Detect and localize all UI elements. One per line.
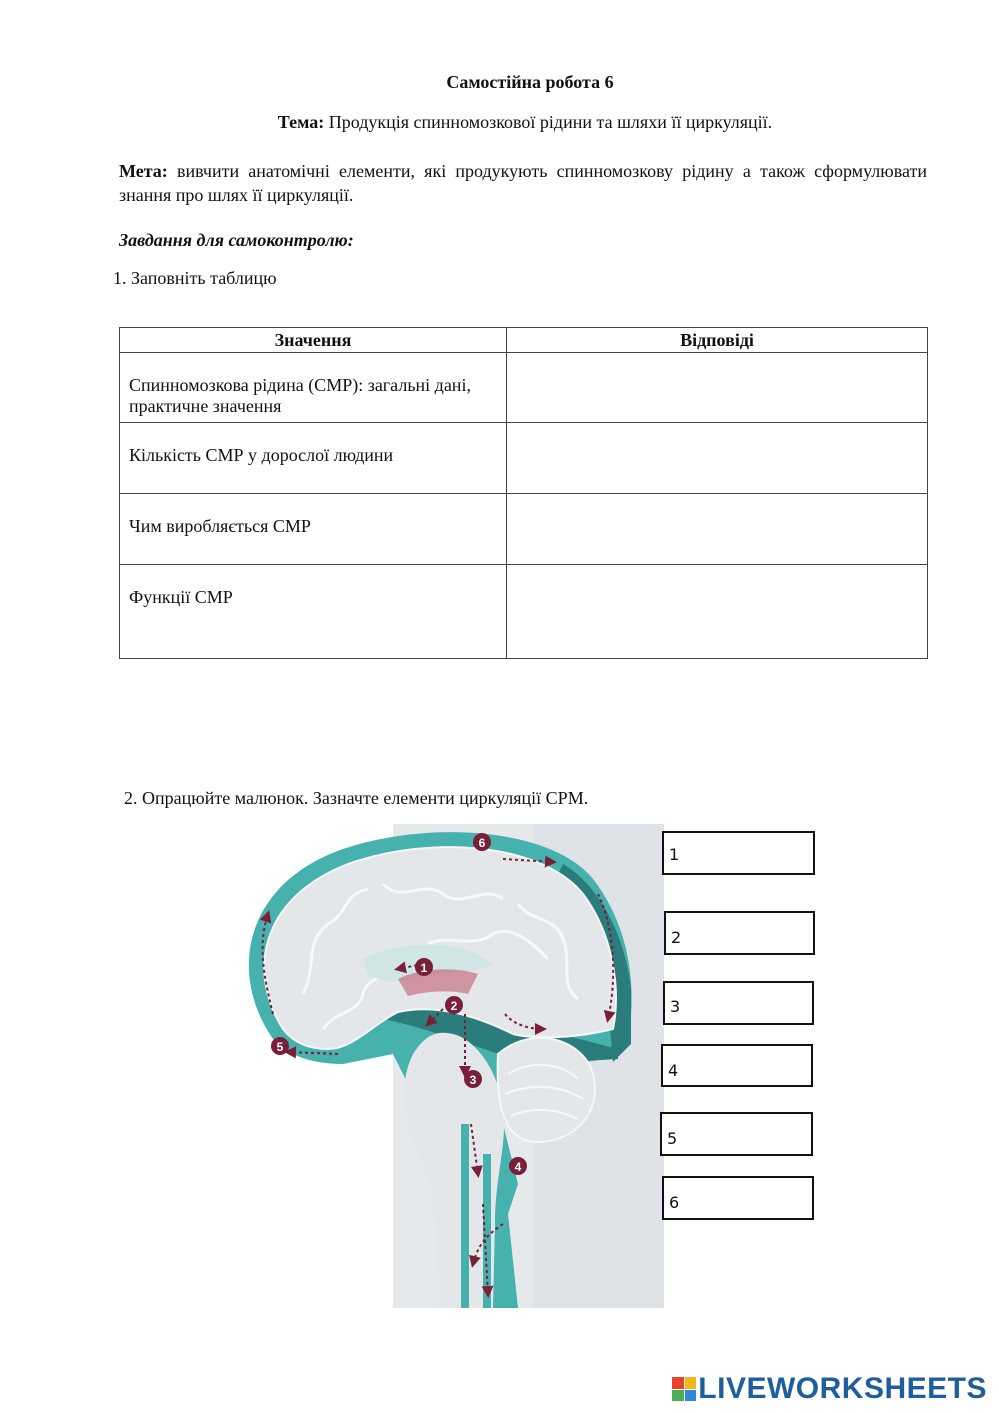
svg-text:3: 3 xyxy=(469,1073,477,1087)
marker-3 xyxy=(464,1070,482,1088)
marker-5 xyxy=(271,1037,289,1055)
topic-line xyxy=(0,112,999,133)
table-cell-answer[interactable] xyxy=(507,353,928,423)
tasks-heading: Завдання для самоконтролю: xyxy=(119,230,354,250)
liveworksheets-logo xyxy=(672,1372,987,1406)
answer-box-1[interactable]: 1 xyxy=(662,831,815,875)
topic-label: Тема: xyxy=(277,112,325,132)
table-cell-question: Кількість СМР у дорослої людини xyxy=(120,423,507,494)
answer-table xyxy=(119,327,928,659)
answer-box-2[interactable]: 2 xyxy=(664,911,815,955)
answer-box-3[interactable]: 3 xyxy=(663,981,814,1025)
marker-4 xyxy=(509,1157,527,1175)
marker-2 xyxy=(445,996,463,1014)
answer-box-4[interactable]: 4 xyxy=(661,1044,813,1087)
goal-text: вивчити анатомічні елементи, які продукують спинномозкову рідину а також сформулювати знання про шлях її циркуляції. xyxy=(119,161,927,205)
svg-text:4: 4 xyxy=(514,1160,522,1174)
goal-paragraph xyxy=(119,159,927,207)
marker-1 xyxy=(415,958,433,976)
csf-circulation-diagram xyxy=(233,824,664,1308)
table-row xyxy=(120,494,928,565)
svg-text:6: 6 xyxy=(478,836,486,850)
cerebellum xyxy=(498,1038,595,1142)
svg-text:5: 5 xyxy=(276,1040,284,1054)
answer-box-5[interactable]: 5 xyxy=(660,1112,813,1156)
table-cell-question: Функції СМР xyxy=(120,565,507,659)
table-cell-answer[interactable] xyxy=(507,565,928,659)
table-cell-answer[interactable] xyxy=(507,423,928,494)
table-row xyxy=(120,565,928,659)
table-header-meaning: Значення xyxy=(120,328,507,353)
table-header-answers: Відповіді xyxy=(507,328,928,353)
table-header-row xyxy=(120,328,928,353)
logo-text: LIVEWORKSHEETS xyxy=(698,1372,987,1405)
table-row xyxy=(120,423,928,494)
goal-label: Мета: xyxy=(119,161,168,181)
table-cell-question: Спинномозкова рідина (СМР): загальні дані, практичне значення xyxy=(120,353,507,423)
table-cell-answer[interactable] xyxy=(507,494,928,565)
table-row xyxy=(120,353,928,423)
svg-text:1: 1 xyxy=(420,961,428,975)
task-item-2: 2. Опрацюйте малюнок. Зазначте елементи циркуляції СРМ. xyxy=(124,788,589,808)
svg-text:2: 2 xyxy=(450,999,458,1013)
task-item-1: 1. Заповніть таблицю xyxy=(113,268,277,288)
table-cell-question: Чим виробляється СМР xyxy=(120,494,507,565)
topic-text: Продукція спинномозкової рідини та шляхи її циркуляції. xyxy=(324,112,773,132)
answer-box-6[interactable]: 6 xyxy=(662,1176,814,1220)
page-title: Самостійна робота 6 xyxy=(446,72,614,92)
marker-6 xyxy=(473,833,491,851)
logo-icon xyxy=(672,1377,696,1401)
